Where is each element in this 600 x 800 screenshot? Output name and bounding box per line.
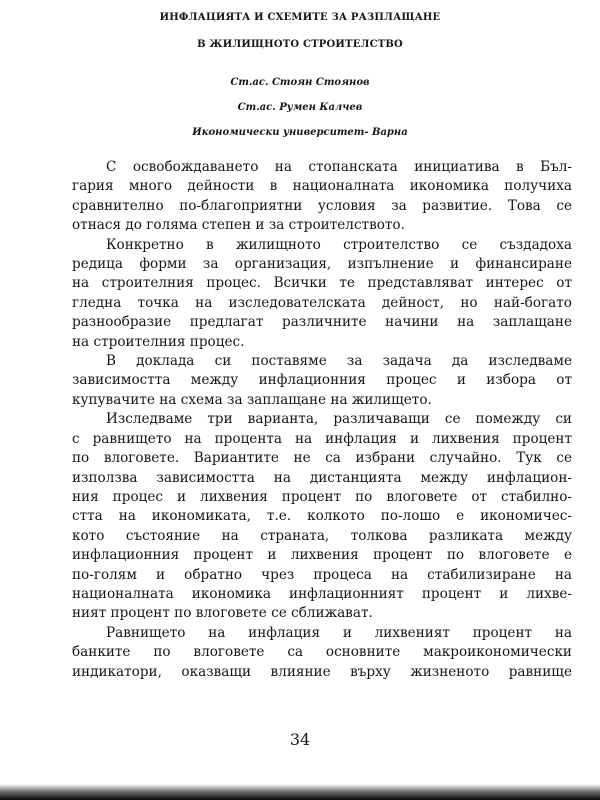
paragraph-line: банките по влоговете са основните макроикономически: [72, 644, 572, 661]
paragraph-line: В доклада си поставяме за задача да изследваме: [106, 353, 572, 370]
paragraph: [72, 410, 572, 623]
paragraph-line: националната икономика инфлационният процент и лихве-: [72, 585, 572, 602]
paragraph-line: на строителния процес.: [72, 333, 245, 350]
paragraph-line: по влоговете. Вариантите не са избрани случайно. Тук се: [72, 450, 572, 467]
page-number: 34: [289, 730, 311, 749]
paragraph-line: стта на икономиката, т.е. колкото по-лошо е икономичес-: [72, 508, 572, 525]
paragraph-line: зависимостта между инфлационния процес и избора от: [72, 372, 572, 389]
paragraph-line: Изследваме три варианта, различаващи се помежду си: [106, 411, 572, 428]
paragraph-line: разнообразие предлагат различните начини на заплащане: [72, 314, 572, 331]
paragraph-line: Конкретно в жилищното строителство се създадоха: [106, 236, 572, 253]
paragraph-line: кото състояние на страната, толкова разликата между: [72, 527, 572, 544]
paragraph-line: индикатори, оказващи влияние върху жизненото равнище: [72, 663, 572, 680]
paragraph-line: редица форми за организация, изпълнение и финансиране: [72, 256, 572, 273]
body-text: [72, 158, 572, 682]
article-title: [0, 4, 600, 58]
paragraph-line: С освобождаването на стопанската инициатива в Бъл-: [106, 159, 572, 175]
paragraph-line: използва зависимостта на дистанцията между инфлацион-: [72, 469, 572, 486]
paragraph-line: инфлационния процент и лихвения процент по влоговете е: [72, 547, 572, 564]
paragraph-line: гария много дейности в националната икономика получиха: [72, 178, 572, 195]
paragraph: [72, 352, 572, 410]
paragraph-line: гледна точка на изследователската дейност, но най-богато: [72, 294, 572, 311]
paragraph-line: ния процес и лихвения процент по влоговете от стабилно-: [72, 488, 572, 505]
author-block: [0, 70, 600, 145]
author-name: Ст.ас. Румен Калчев: [237, 102, 363, 113]
paragraph: [72, 158, 572, 236]
paragraph-line: ният процент по влоговете се сближават.: [72, 605, 373, 622]
title-line: ИНФЛАЦИЯТА И СХЕМИТЕ ЗА РАЗПЛАЩАНЕ: [159, 12, 441, 23]
author-affiliation: Икономически университет- Варна: [192, 127, 408, 138]
paragraph-line: отнася до голяма степен и за строителството.: [72, 217, 405, 234]
title-line: В ЖИЛИЩНОТО СТРОИТЕЛСТВО: [197, 39, 403, 50]
paragraph: [72, 624, 572, 682]
paragraph-line: на строителния процес. Всички те представляват интерес от: [72, 275, 572, 292]
author-name: Ст.ас. Стоян Стоянов: [230, 77, 370, 88]
paragraph-line: купувачите на схема за заплащане на жилището.: [72, 391, 432, 408]
paragraph: [72, 236, 572, 352]
paragraph-line: сравнително по-благоприятни условия за развитие. Това се: [72, 197, 572, 214]
paragraph-line: Равнището на инфлация и лихвеният процент на: [106, 624, 572, 641]
scan-edge-shadow: [0, 784, 600, 800]
paragraph-line: по-голям и обратно чрез процеса на стабилизиране на: [72, 566, 572, 583]
paragraph-line: с равнището на процента на инфлация и лихвения процент: [72, 430, 572, 447]
